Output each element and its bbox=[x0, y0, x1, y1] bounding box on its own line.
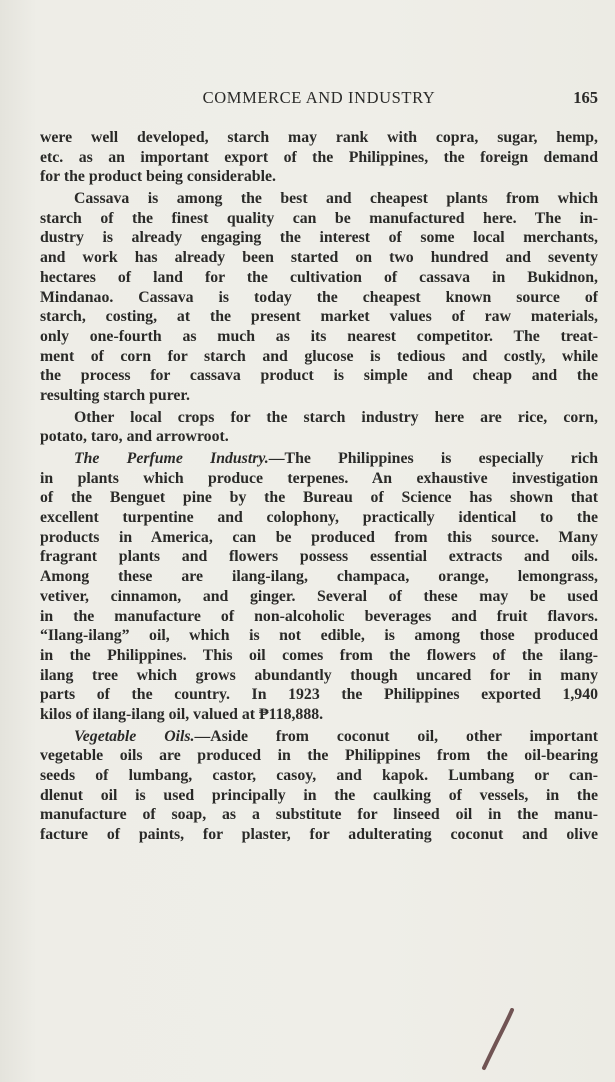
paragraph-cassava bbox=[40, 189, 598, 406]
text-line bbox=[40, 449, 598, 469]
text-line: fragrant plants and flowers possess essential extracts and oils. bbox=[40, 548, 598, 566]
paragraph-vegetable-oils bbox=[40, 727, 598, 845]
text-line: manufacture of soap, as a substitute for linseed oil in the manu- bbox=[40, 806, 598, 824]
paragraph-starch-continued bbox=[40, 128, 598, 187]
text-line: excellent turpentine and colophony, practically identical to the bbox=[40, 509, 598, 527]
text-line: Mindanao. Cassava is today the cheapest known source of bbox=[40, 288, 598, 306]
text-line: resulting starch purer. bbox=[40, 386, 190, 404]
text-line: ment of corn for starch and glucose is tedious and costly, while bbox=[40, 347, 598, 365]
text-line: in the Philippines. This oil comes from the flowers of the ilang- bbox=[40, 646, 598, 664]
text-line: and work has already been started on two hundred and seventy bbox=[40, 249, 598, 267]
text-line: Among these are ilang-ilang, champaca, orange, lemongrass, bbox=[40, 568, 598, 586]
text-line: dustry is already engaging the interest of some local merchants, bbox=[40, 229, 598, 247]
text-line: dlenut oil is used principally in the caulking of vessels, in the bbox=[40, 786, 598, 804]
text-line: were well developed, starch may rank with copra, sugar, hemp, bbox=[40, 129, 598, 146]
text-line: ilang tree which grows abundantly though uncared for in many bbox=[40, 666, 598, 684]
text-line: the process for cassava product is simple and cheap and the bbox=[40, 367, 598, 385]
heading-continuation: —Aside from coconut oil, other important bbox=[194, 727, 598, 745]
text-line: etc. as an important export of the Philippines, the foreign demand bbox=[40, 148, 598, 166]
text-line: starch of the finest quality can be manufactured here. The in- bbox=[40, 209, 598, 227]
section-heading: Vegetable Oils. bbox=[74, 727, 195, 745]
running-title: COMMERCE AND INDUSTRY bbox=[202, 88, 436, 107]
text-line: in plants which produce terpenes. An exhaustive investigation bbox=[40, 469, 598, 487]
pen-mark-icon bbox=[478, 1008, 518, 1072]
text-line: products in America, can be produced from this source. Many bbox=[40, 528, 598, 546]
text-line: in the manufacture of non-alcoholic beverages and fruit flavors. bbox=[40, 607, 598, 625]
text-line: Other local crops for the starch industry here are rice, corn, bbox=[74, 408, 598, 426]
page-number: 165 bbox=[573, 88, 598, 107]
text-line: for the product being considerable. bbox=[40, 168, 276, 186]
paragraph-other-crops bbox=[40, 408, 598, 447]
text-line bbox=[40, 727, 598, 747]
text-line: facture of paints, for plaster, for adulterating coconut and olive bbox=[40, 826, 598, 844]
text-line: “Ilang-ilang” oil, which is not edible, is among those produced bbox=[40, 627, 598, 645]
text-line: Cassava is among the best and cheapest plants from which bbox=[74, 190, 598, 208]
text-line: only one-fourth as much as its nearest competitor. The treat- bbox=[40, 327, 598, 345]
text-line: vegetable oils are produced in the Philippines from the oil-bearing bbox=[40, 747, 598, 765]
section-heading: The Perfume Industry. bbox=[74, 450, 269, 467]
text-line: seeds of lumbang, castor, casoy, and kapok. Lumbang or can- bbox=[40, 767, 598, 784]
heading-continuation: —The Philippines is especially rich bbox=[268, 450, 598, 467]
text-line: hectares of land for the cultivation of cassava in Bukidnon, bbox=[40, 268, 598, 286]
text-line: of the Benguet pine by the Bureau of Science has shown that bbox=[40, 489, 598, 507]
body-text bbox=[40, 128, 598, 845]
text-line: vetiver, cinnamon, and ginger. Several of these may be used bbox=[40, 587, 598, 605]
running-head bbox=[40, 88, 598, 110]
text-line: starch, costing, at the present market values of raw materials, bbox=[40, 308, 598, 326]
paragraph-perfume-industry bbox=[40, 449, 598, 725]
text-line: kilos of ilang-ilang oil, valued at ₱118,888. bbox=[40, 705, 324, 723]
text-line: parts of the country. In 1923 the Philippines exported 1,940 bbox=[40, 686, 598, 704]
text-line: potato, taro, and arrowroot. bbox=[40, 428, 229, 446]
